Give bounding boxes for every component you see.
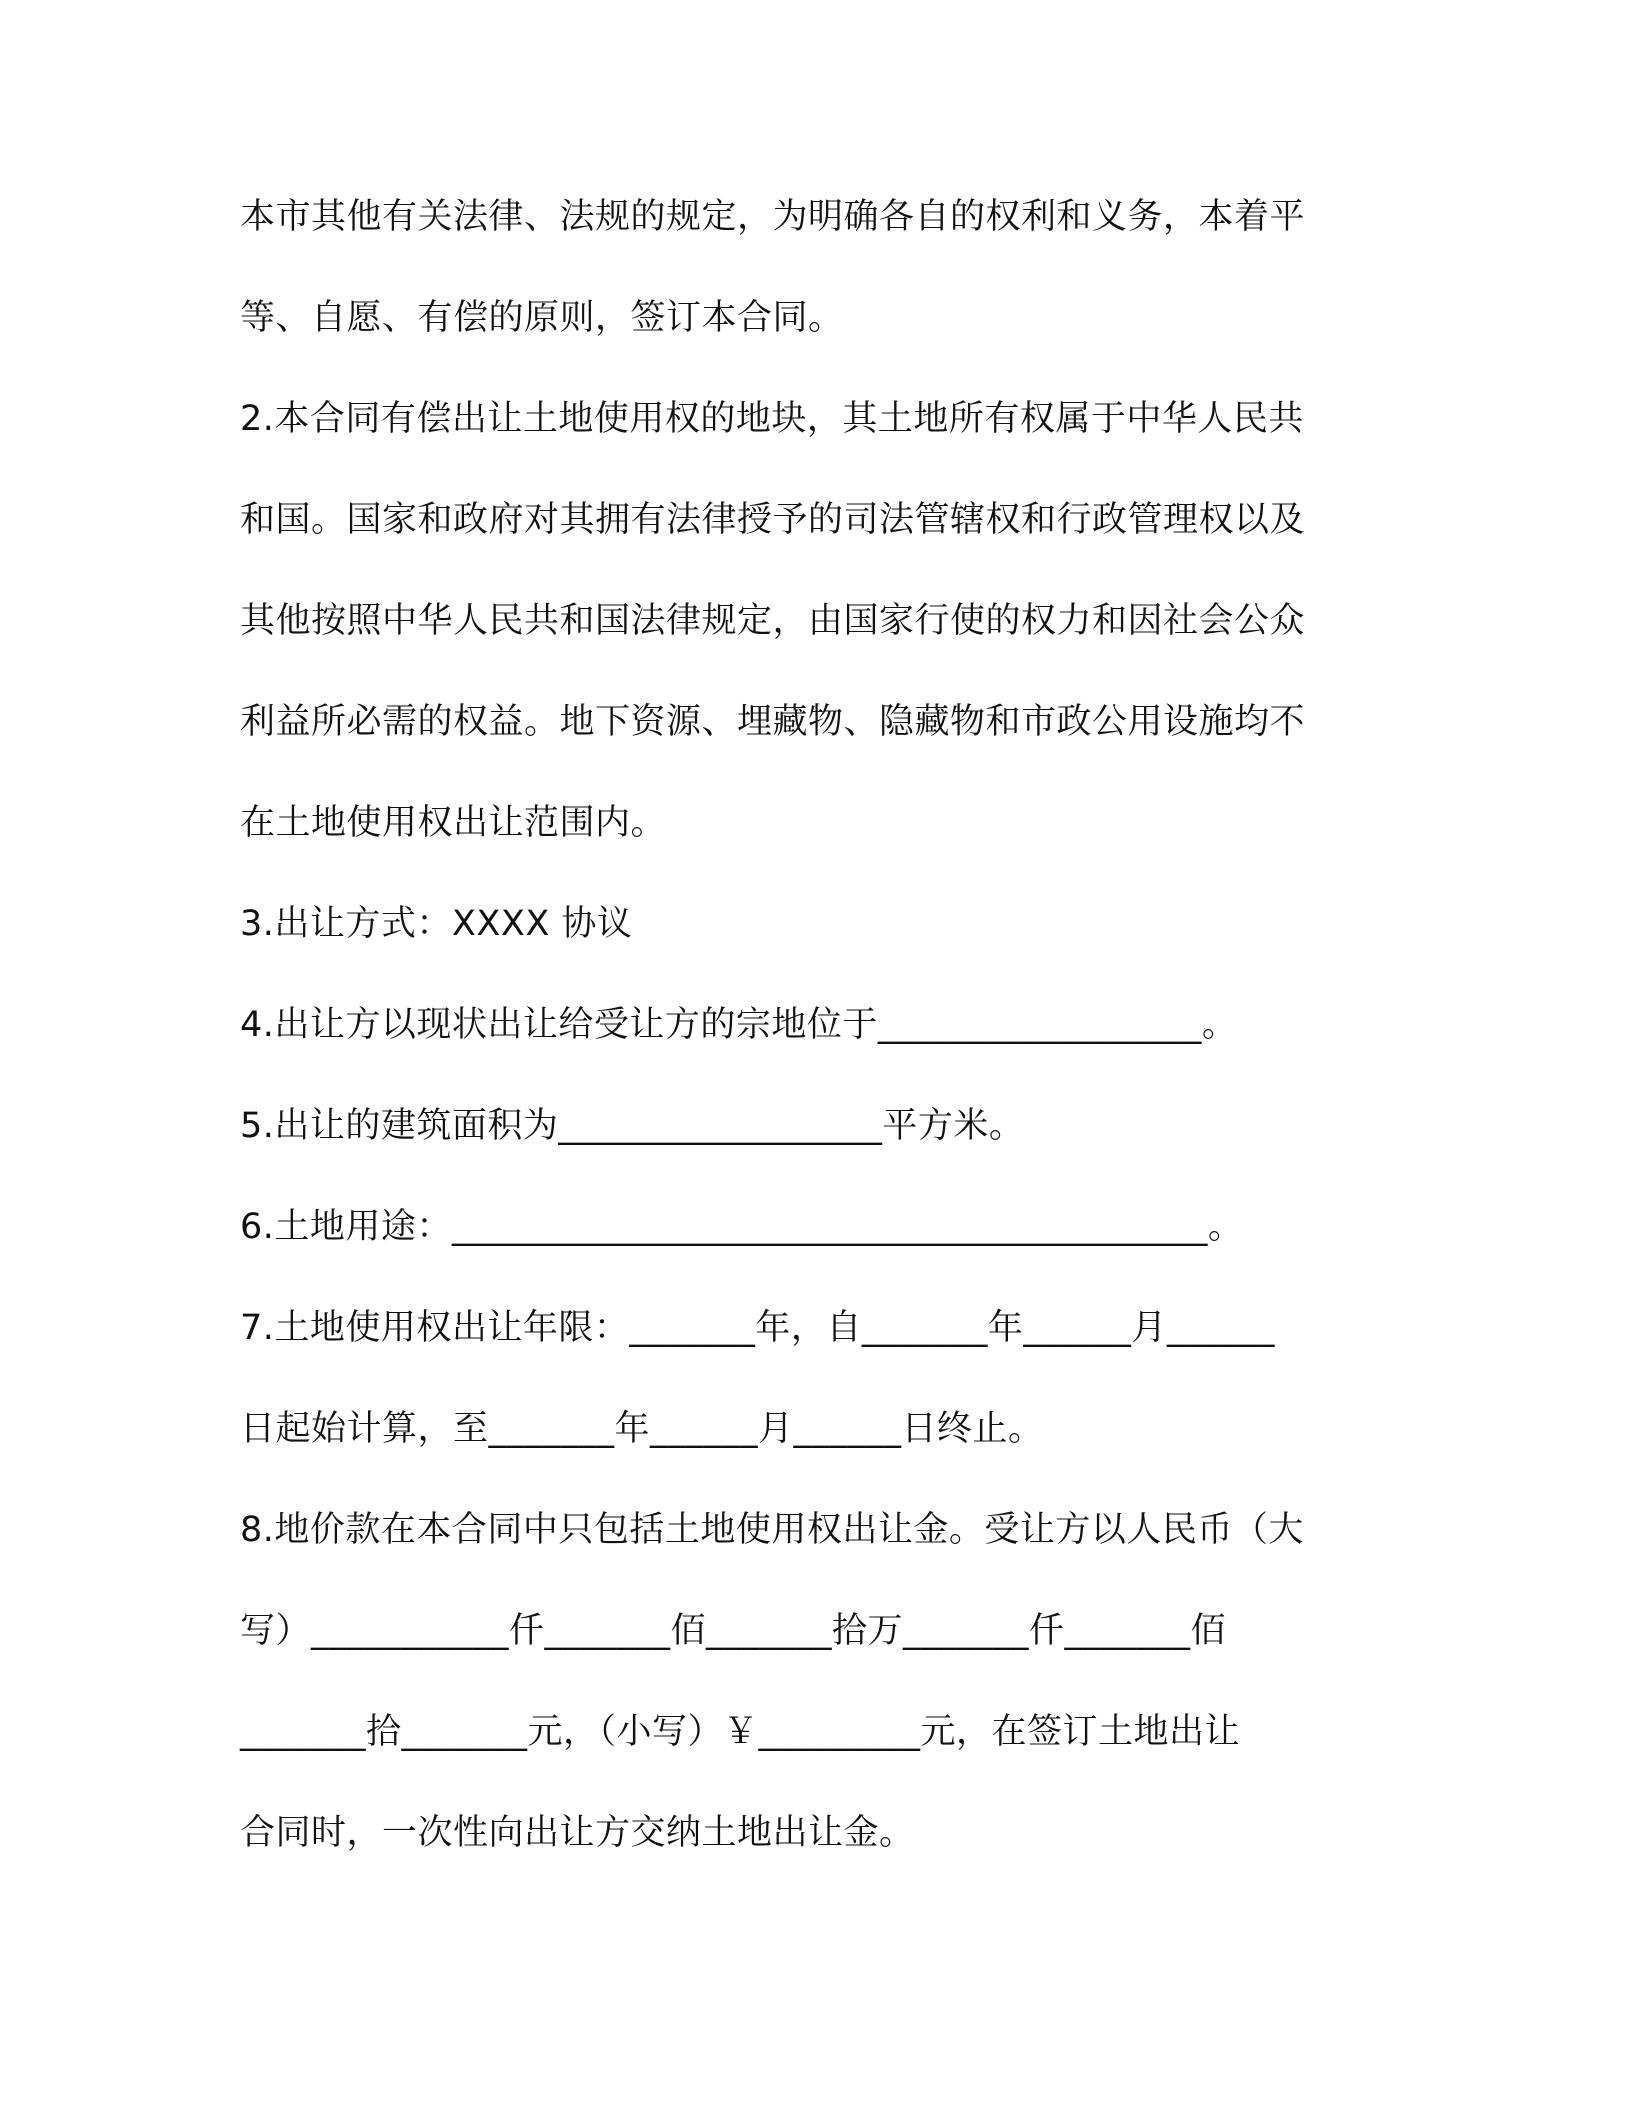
text-line: 利益所必需的权益。地下资源、埋藏物、隐藏物和市政公用设施均不	[240, 702, 1306, 742]
text-line: 本市其他有关法律、法规的规定，为明确各自的权利和义务，本着平	[240, 197, 1306, 237]
clause-2: 2.本合同有偿出让土地使用权的地块，其土地所有权属于中华人民共	[240, 399, 1304, 439]
text-line: _______拾_______元，（小写）￥_________元，在签订土地出让	[240, 1712, 1241, 1752]
clause-7: 7.土地使用权出让年限：_______年，自_______年______月______	[240, 1308, 1275, 1348]
text-line: 日起始计算，至_______年______月______日终止。	[240, 1409, 1044, 1449]
text-line: 等、自愿、有偿的原则，签订本合同。	[240, 298, 844, 338]
clause-4: 4.出让方以现状出让给受让方的宗地位于__________________。	[240, 1005, 1238, 1045]
clause-3: 3.出让方式：XXXX 协议	[240, 904, 633, 944]
clause-6: 6.土地用途：__________________________________________。	[240, 1207, 1244, 1247]
text-line: 在土地使用权出让范围内。	[240, 803, 667, 843]
clause-5: 5.出让的建筑面积为__________________平方米。	[240, 1106, 1025, 1146]
text-line: 和国。国家和政府对其拥有法律授予的司法管辖权和行政管理权以及	[240, 500, 1306, 540]
text-line: 合同时，一次性向出让方交纳土地出让金。	[240, 1813, 915, 1853]
text-line: 写）___________仟_______佰_______拾万_______仟_______佰	[240, 1611, 1227, 1651]
text-line: 其他按照中华人民共和国法律规定，由国家行使的权力和因社会公众	[240, 601, 1306, 641]
contract-text	[240, 180, 1400, 1897]
clause-8: 8.地价款在本合同中只包括土地使用权出让金。受让方以人民币（大	[240, 1510, 1304, 1550]
